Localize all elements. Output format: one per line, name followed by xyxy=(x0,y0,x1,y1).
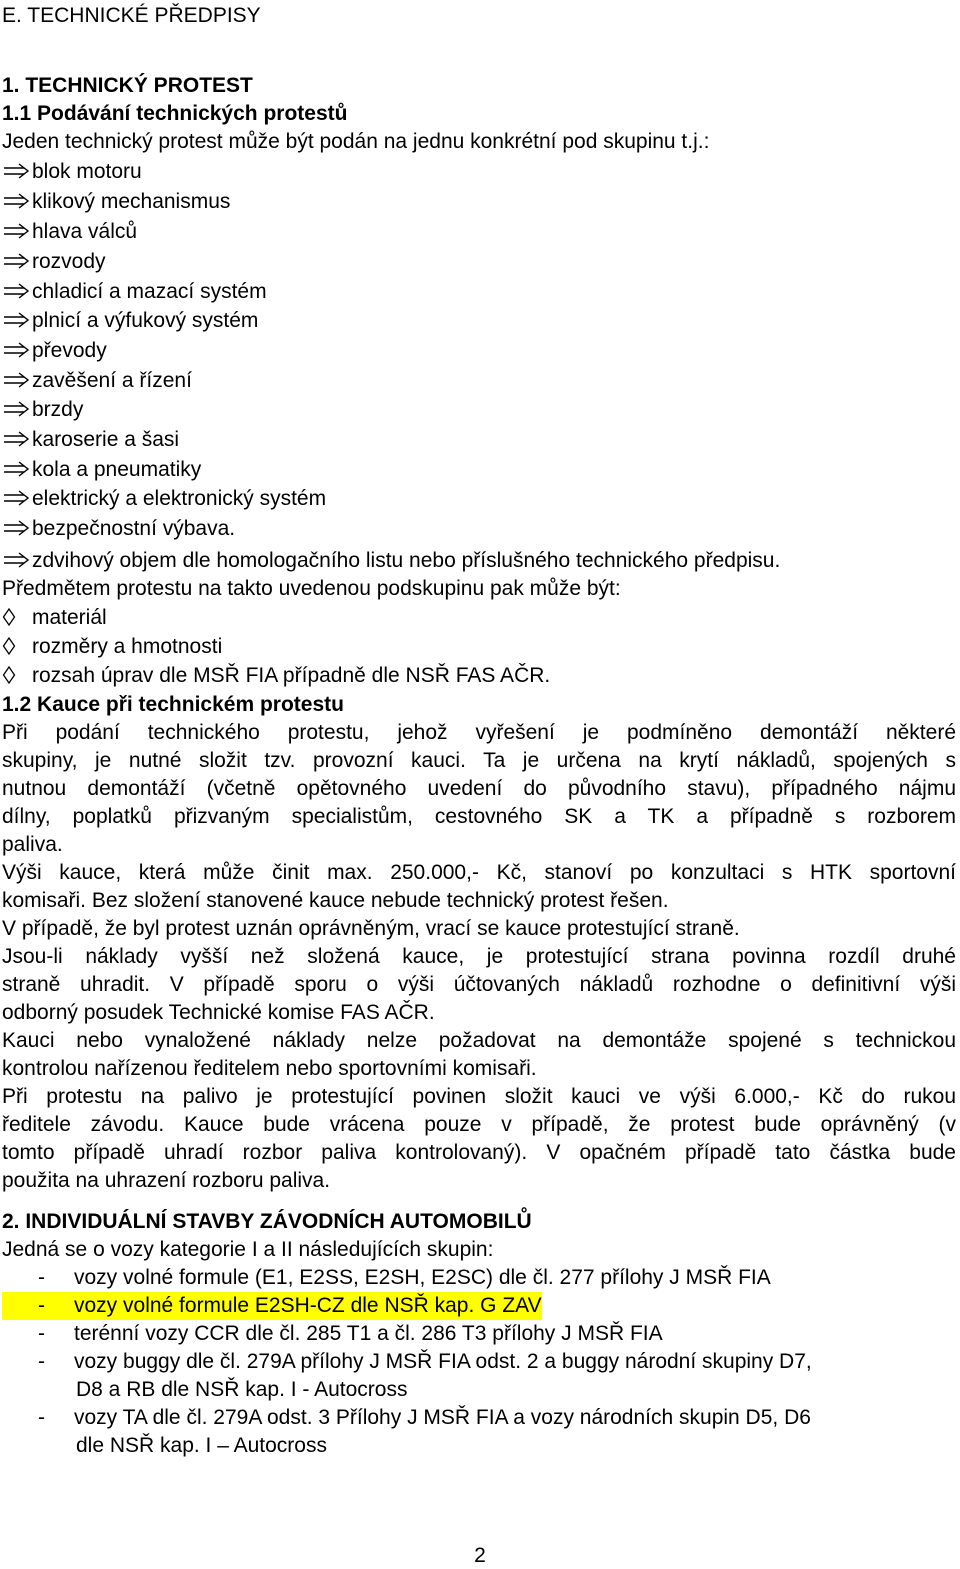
arrow-item-text: brzdy xyxy=(32,398,84,421)
diamond-list-item xyxy=(2,633,222,661)
double-arrow-icon xyxy=(2,309,32,327)
diamond-item-text: rozsah úprav dle MSŘ FIA případně dle NSŘ FAS AČR. xyxy=(32,664,551,687)
dash-bullet: - xyxy=(38,1322,45,1345)
paragraph-line: Výši kauce, která může činit max. 250.000,- Kč, stanoví po konzultaci s HTK sportovní xyxy=(2,861,956,884)
paragraph-fuel-protest xyxy=(2,1083,956,1195)
arrow-item-text: plnicí a výfukový systém xyxy=(32,309,259,332)
arrow-list-item xyxy=(2,278,267,306)
arrow-item-text: zavěšení a řízení xyxy=(32,369,192,392)
double-arrow-icon xyxy=(2,458,32,476)
dash-list-item xyxy=(2,1264,771,1292)
paragraph-line: nutnou demontáží (včetně opětovného uvedení do původního stavu), případného nájmu xyxy=(2,777,956,800)
paragraph-line: Kauci nebo vynaložené náklady nelze požadovat na demontáže spojené s technickou xyxy=(2,1029,956,1052)
arrow-item-text: převody xyxy=(32,339,107,362)
arrow-item-text: rozvody xyxy=(32,250,106,273)
intro-text: Jeden technický protest může být podán na jednu konkrétní pod skupinu t.j.: xyxy=(2,130,710,153)
arrow-item-text: elektrický a elektronický systém xyxy=(32,487,327,510)
diamond-list-item xyxy=(2,662,550,690)
arrow-list-item xyxy=(2,367,192,395)
paragraph-line: skupiny, je nutné složit tzv. provozní kauci. Ta je určena na krytí nákladů, spojených s xyxy=(2,749,956,772)
double-arrow-icon xyxy=(2,190,32,208)
page-number: 2 xyxy=(474,1544,486,1567)
paragraph-no-claim xyxy=(2,1027,956,1083)
heading-deposit: 1.2 Kauce při technickém protestu xyxy=(2,693,344,716)
dash-bullet: - xyxy=(2,1292,74,1320)
double-arrow-icon xyxy=(2,250,32,268)
arrow-list-item xyxy=(2,547,780,575)
dash-item-text: vozy buggy dle čl. 279A přílohy J MSŘ FIA odst. 2 a buggy národní skupiny D7, xyxy=(74,1350,812,1373)
double-arrow-icon xyxy=(2,369,32,387)
dash-list-item xyxy=(2,1404,811,1460)
paragraph-higher-costs xyxy=(2,943,956,1027)
paragraph-line: tomto případě uhradí rozbor paliva kontrolovaný). V opačném případě tato částka bude xyxy=(2,1141,956,1164)
diamond-bullet-icon xyxy=(2,636,32,656)
heading-technical-protest: 1. TECHNICKÝ PROTEST xyxy=(2,74,253,97)
arrow-list-item xyxy=(2,248,106,276)
dash-item-text: D8 a RB dle NSŘ kap. I - Autocross xyxy=(76,1378,408,1401)
arrow-list-item xyxy=(2,218,137,246)
paragraph-line: Při protestu na palivo je protestující povinen složit kauci ve výši 6.000,- Kč do rukou xyxy=(2,1085,956,1108)
heading-submitting-protests: 1.1 Podávání technických protestů xyxy=(2,102,348,125)
subject-intro: Předmětem protestu na takto uvedenou podskupinu pak může být: xyxy=(2,577,621,600)
arrow-list-item xyxy=(2,396,83,424)
paragraph-line: Při podání technického protestu, jehož vyřešení je podmíněno demontáží některé xyxy=(2,721,956,744)
section-title: E. TECHNICKÉ PŘEDPISY xyxy=(2,4,261,27)
dash-item-text: terénní vozy CCR dle čl. 285 T1 a čl. 286 T3 přílohy J MSŘ FIA xyxy=(74,1322,663,1345)
arrow-list-item xyxy=(2,158,142,186)
arrow-item-text: zdvihový objem dle homologačního listu nebo příslušného technického předpisu. xyxy=(32,549,781,572)
dash-bullet: - xyxy=(38,1266,45,1289)
arrow-item-text: hlava válců xyxy=(32,220,138,243)
paragraph-deposit-return xyxy=(2,915,956,943)
arrow-list-item xyxy=(2,188,230,216)
arrow-list-item xyxy=(2,307,258,335)
heading-individual-builds: 2. INDIVIDUÁLNÍ STAVBY ZÁVODNÍCH AUTOMOBILŮ xyxy=(2,1210,532,1233)
paragraph-deposit-purpose xyxy=(2,719,956,859)
dash-bullet: - xyxy=(38,1350,45,1373)
dash-list-item xyxy=(2,1292,542,1320)
arrow-item-text: blok motoru xyxy=(32,160,142,183)
diamond-item-text: rozměry a hmotnosti xyxy=(32,635,223,658)
diamond-list-item xyxy=(2,604,107,632)
double-arrow-icon xyxy=(2,220,32,238)
paragraph-line: komisaři. Bez složení stanovené kauce nebude technický protest řešen. xyxy=(2,889,669,912)
dash-item-text: dle NSŘ kap. I – Autocross xyxy=(76,1434,327,1457)
individual-builds-intro: Jedná se o vozy kategorie I a II následujících skupin: xyxy=(2,1238,494,1261)
double-arrow-icon xyxy=(2,160,32,178)
double-arrow-icon xyxy=(2,428,32,446)
dash-item-text: vozy volné formule (E1, E2SS, E2SH, E2SC) dle čl. 277 přílohy J MSŘ FIA xyxy=(74,1266,771,1289)
arrow-list-item xyxy=(2,515,235,543)
arrow-item-text: klikový mechanismus xyxy=(32,190,231,213)
diamond-item-text: materiál xyxy=(32,606,107,629)
double-arrow-icon xyxy=(2,517,32,535)
paragraph-line: dílny, poplatků přizvaným specialistům, cestovného SK a TK a případně s rozborem xyxy=(2,805,956,828)
paragraph-line: ředitele závodu. Kauce bude vrácena pouze v případě, že protest bude oprávněný (v xyxy=(2,1113,956,1136)
paragraph-line: odborný posudek Technické komise FAS AČR. xyxy=(2,1001,435,1024)
paragraph-deposit-amount xyxy=(2,859,956,915)
double-arrow-icon xyxy=(2,549,32,567)
paragraph-line: Jsou-li náklady vyšší než složená kauce, je protestující strana povinna rozdíl druhé xyxy=(2,945,956,968)
paragraph-line: V případě, že byl protest uznán oprávněným, vrací se kauce protestující straně. xyxy=(2,917,740,940)
dash-item-text: vozy TA dle čl. 279A odst. 3 Přílohy J MSŘ FIA a vozy národních skupin D5, D6 xyxy=(74,1406,811,1429)
dash-list-item xyxy=(2,1348,812,1404)
dash-list-item xyxy=(2,1320,663,1348)
paragraph-line: kontrolou nařízenou ředitelem nebo sportovními komisaři. xyxy=(2,1057,537,1080)
double-arrow-icon xyxy=(2,339,32,357)
paragraph-line: straně uhradit. V případě sporu o výši účtovaných nákladů rozhodne o definitivní výši xyxy=(2,973,956,996)
arrow-list-item xyxy=(2,337,107,365)
arrow-item-text: kola a pneumatiky xyxy=(32,458,202,481)
arrow-list-item xyxy=(2,456,201,484)
dash-bullet: - xyxy=(38,1406,45,1429)
arrow-item-text: bezpečnostní výbava. xyxy=(32,517,236,540)
arrow-list-item xyxy=(2,426,179,454)
diamond-bullet-icon xyxy=(2,607,32,627)
paragraph-line: paliva. xyxy=(2,833,63,856)
arrow-list-item xyxy=(2,485,326,513)
arrow-item-text: karoserie a šasi xyxy=(32,428,180,451)
double-arrow-icon xyxy=(2,487,32,505)
arrow-item-text: chladicí a mazací systém xyxy=(32,280,267,303)
dash-item-text: vozy volné formule E2SH-CZ dle NSŘ kap. G ZAV xyxy=(74,1292,542,1320)
paragraph-line: použita na uhrazení rozboru paliva. xyxy=(2,1169,331,1192)
diamond-bullet-icon xyxy=(2,665,32,685)
double-arrow-icon xyxy=(2,280,32,298)
double-arrow-icon xyxy=(2,398,32,416)
